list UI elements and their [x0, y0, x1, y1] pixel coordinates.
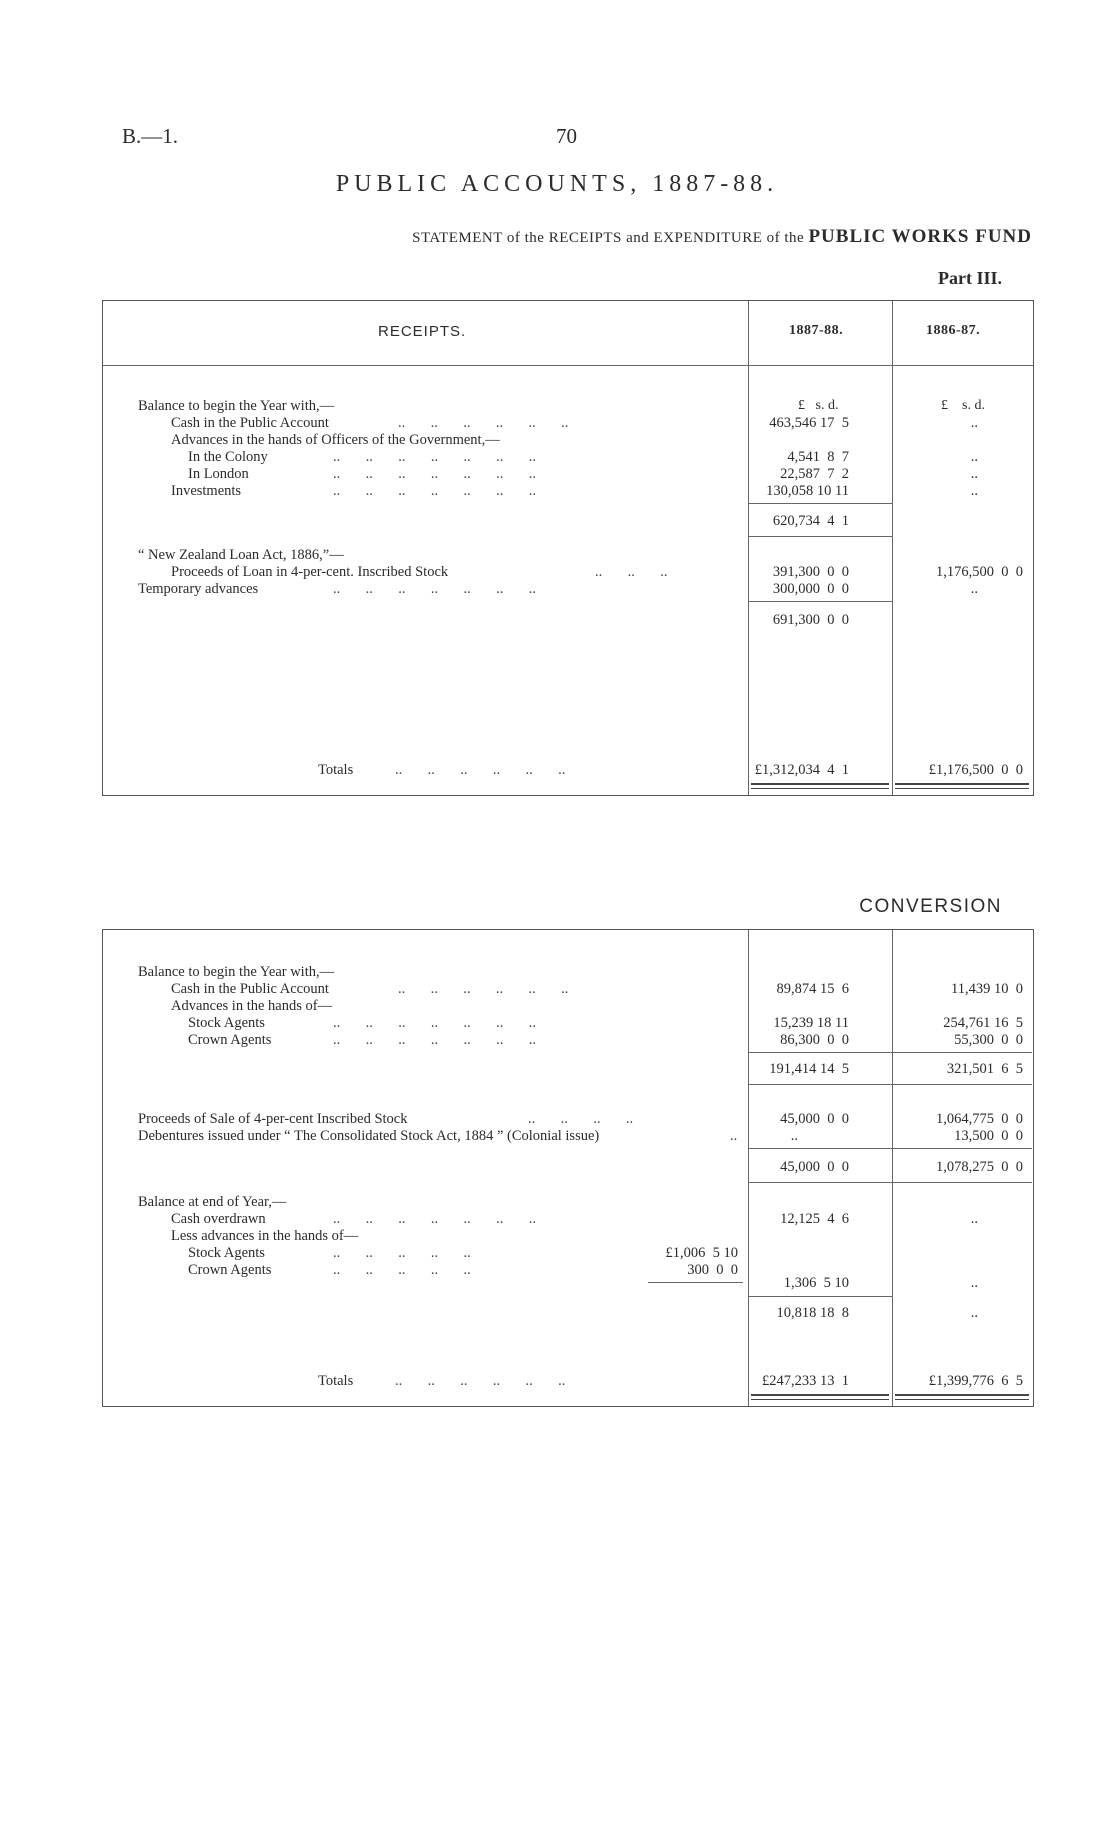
- value-1887-88: 86,300 0 0: [780, 1032, 849, 1048]
- table-row: [103, 1032, 1033, 1049]
- value-1886-87: ..: [970, 581, 978, 597]
- value-1887-88: 15,239 18 11: [773, 1015, 849, 1031]
- row-label: Balance to begin the Year with,—: [138, 398, 335, 414]
- value-1886-87: 13,500 0 0: [954, 1128, 1023, 1144]
- page-title: PUBLIC ACCOUNTS, 1887-88.: [335, 171, 779, 197]
- row-label: Advances in the hands of Officers of the Government,—: [171, 432, 500, 448]
- total-1887-88: £1,312,034 4 1: [754, 762, 849, 778]
- row-label: In the Colony: [188, 449, 268, 465]
- row-label: Stock Agents: [188, 1245, 265, 1261]
- leader-dots: .. .. .. .. .. ..: [398, 415, 569, 431]
- statement-heading: [412, 226, 1032, 248]
- year-1887-88-column-header: 1887-88.: [789, 323, 844, 338]
- row-label: Cash overdrawn: [171, 1211, 266, 1227]
- table-row: [103, 1245, 1033, 1262]
- conversion-title: CONVERSION: [859, 896, 1002, 917]
- conversion-table: [102, 929, 1034, 1407]
- value-1887-88: 391,300 0 0: [772, 564, 849, 580]
- units-1887-88: £ s. d.: [798, 398, 839, 413]
- table-row: [103, 1194, 1033, 1211]
- leader-dots: .. .. .. .. .. .. ..: [333, 449, 536, 465]
- leader-dots: .. .. .. .. ..: [333, 1262, 471, 1278]
- leader-dots: .. .. .. .. .. .. ..: [333, 483, 536, 499]
- row-label: Crown Agents: [188, 1262, 272, 1278]
- year-1886-87-column-header: 1886-87.: [926, 323, 981, 338]
- totals-row: [103, 1373, 1033, 1390]
- subtotal-row: [103, 1305, 1033, 1322]
- totals-label: Totals: [318, 1373, 354, 1389]
- subtotal-row: [103, 1061, 1033, 1078]
- row-label: Investments: [171, 483, 242, 499]
- table-row: [103, 964, 1033, 981]
- table-row: [103, 415, 1033, 432]
- subtotal-1887-88: 691,300 0 0: [772, 612, 849, 628]
- totals-row: [103, 762, 1033, 779]
- value-1887-88: 300,000 0 0: [772, 581, 849, 597]
- subtotal-rule: [748, 1148, 1032, 1149]
- subtotal-rule: [748, 1182, 1032, 1183]
- value-1886-87: ..: [970, 1211, 978, 1227]
- subtotal-1887-88: 191,414 14 5: [769, 1061, 849, 1077]
- subtotal-rule: [748, 536, 892, 537]
- leader-dots: .. .. .. .. .. ..: [395, 762, 566, 778]
- header-divider: [103, 365, 1033, 366]
- total-double-rule: [895, 783, 1029, 789]
- subtotal-1887-88: 620,734 4 1: [772, 513, 849, 529]
- value-1887-88: 12,125 4 6: [780, 1211, 849, 1227]
- value-1886-87: ..: [970, 449, 978, 465]
- value-1887-88: 4,541 8 7: [787, 449, 849, 465]
- value-1887-88: 1,306 5 10: [783, 1275, 849, 1291]
- subtotal-rule: [748, 1296, 892, 1297]
- row-label: Balance at end of Year,—: [138, 1194, 287, 1210]
- value-1886-87: ..: [970, 466, 978, 482]
- total-1886-87: £1,176,500 0 0: [928, 762, 1023, 778]
- table-row: [103, 1111, 1033, 1128]
- value-1886-87: 55,300 0 0: [954, 1032, 1023, 1048]
- row-label: “ New Zealand Loan Act, 1886,”—: [138, 547, 344, 563]
- row-label: Stock Agents: [188, 1015, 265, 1031]
- value-1887-88: 130,058 10 11: [766, 483, 849, 499]
- table-row: [103, 1211, 1033, 1228]
- table-row: [103, 1015, 1033, 1032]
- statement-fund-name: PUBLIC WORKS FUND: [808, 226, 1032, 247]
- value-1886-87: ..: [970, 1275, 978, 1291]
- value-1887-88: ..: [790, 1128, 798, 1144]
- leader-dots: ..: [730, 1128, 738, 1144]
- receipts-table: [102, 300, 1034, 796]
- value-1886-87: 254,761 16 5: [943, 1015, 1023, 1031]
- leader-dots: .. .. .. .. .. .. ..: [333, 1211, 536, 1227]
- subtotal-row: [103, 612, 1033, 629]
- table-row: [103, 547, 1033, 564]
- row-label: Less advances in the hands of—: [171, 1228, 359, 1244]
- table-row: [103, 998, 1033, 1015]
- table-row: [103, 564, 1033, 581]
- total-1886-87: £1,399,776 6 5: [928, 1373, 1023, 1389]
- row-label: Crown Agents: [188, 1032, 272, 1048]
- subtotal-1887-88: 10,818 18 8: [776, 1305, 849, 1321]
- receipts-column-header: RECEIPTS.: [378, 323, 467, 340]
- row-label: Proceeds of Sale of 4-per-cent Inscribed Stock: [138, 1111, 408, 1127]
- row-label: Cash in the Public Account: [171, 981, 329, 997]
- table-row: [103, 449, 1033, 466]
- page-number: 70: [556, 124, 577, 148]
- table-row: [103, 398, 1033, 415]
- table-row: [103, 581, 1033, 598]
- table-row: [103, 432, 1033, 449]
- row-label: Cash in the Public Account: [171, 415, 329, 431]
- sub-value: £1,006 5 10: [665, 1245, 738, 1261]
- value-1886-87: 1,064,775 0 0: [936, 1111, 1023, 1127]
- leader-dots: .. .. .. .. ..: [333, 1245, 471, 1261]
- statement-prefix: STATEMENT of the RECEIPTS and EXPENDITURE of the: [412, 230, 805, 246]
- sub-value: 300 0 0: [687, 1262, 738, 1278]
- subtotal-1887-88: 45,000 0 0: [780, 1159, 849, 1175]
- row-label: Temporary advances: [138, 581, 259, 597]
- subtotal-rule: [748, 1052, 1032, 1053]
- subtotal-rule: [748, 1084, 1032, 1085]
- total-1887-88: £247,233 13 1: [762, 1373, 849, 1389]
- leader-dots: .. .. .. ..: [528, 1111, 634, 1127]
- units-1886-87: £ s. d.: [941, 398, 985, 413]
- table-row: [103, 483, 1033, 500]
- total-double-rule: [895, 1394, 1029, 1400]
- subtotal-row: [103, 1159, 1033, 1176]
- subtotal-row: [103, 513, 1033, 530]
- row-label: Debentures issued under “ The Consolidated Stock Act, 1884 ” (Colonial issue): [138, 1128, 600, 1144]
- subtotal-rule: [748, 601, 892, 602]
- leader-dots: .. .. .. .. .. .. ..: [333, 581, 536, 597]
- leader-dots: .. .. .. .. .. ..: [395, 1373, 566, 1389]
- row-label: Balance to begin the Year with,—: [138, 964, 335, 980]
- totals-label: Totals: [318, 762, 354, 778]
- value-1887-88: 463,546 17 5: [769, 415, 849, 431]
- row-label: Advances in the hands of—: [171, 998, 333, 1014]
- leader-dots: .. .. .. .. .. .. ..: [333, 1015, 536, 1031]
- table-row: [103, 1275, 1033, 1292]
- leader-dots: .. .. .. .. .. ..: [398, 981, 569, 997]
- row-label: Proceeds of Loan in 4-per-cent. Inscribed Stock: [171, 564, 449, 580]
- value-1887-88: 89,874 15 6: [776, 981, 849, 997]
- value-1886-87: 11,439 10 0: [951, 981, 1023, 997]
- subtotal-1886-87: 1,078,275 0 0: [936, 1159, 1023, 1175]
- table-row: [103, 981, 1033, 998]
- total-double-rule: [751, 783, 889, 789]
- table-row: [103, 1228, 1033, 1245]
- leader-dots: .. .. .. .. .. .. ..: [333, 1032, 536, 1048]
- value-1887-88: 45,000 0 0: [780, 1111, 849, 1127]
- value-1886-87: ..: [970, 483, 978, 499]
- value-1886-87: ..: [970, 415, 978, 431]
- subtotal-rule: [748, 503, 892, 504]
- table-row: [103, 466, 1033, 483]
- row-label: In London: [188, 466, 249, 482]
- document-reference: B.—1.: [122, 124, 179, 148]
- value-1887-88: 22,587 7 2: [780, 466, 849, 482]
- value-1886-87: ..: [970, 1305, 978, 1321]
- total-double-rule: [751, 1394, 889, 1400]
- leader-dots: .. .. .. .. .. .. ..: [333, 466, 536, 482]
- subtotal-1886-87: 321,501 6 5: [946, 1061, 1023, 1077]
- leader-dots: .. .. ..: [595, 564, 668, 580]
- part-label: Part III.: [938, 268, 1002, 288]
- table-row: [103, 1128, 1033, 1145]
- value-1886-87: 1,176,500 0 0: [936, 564, 1023, 580]
